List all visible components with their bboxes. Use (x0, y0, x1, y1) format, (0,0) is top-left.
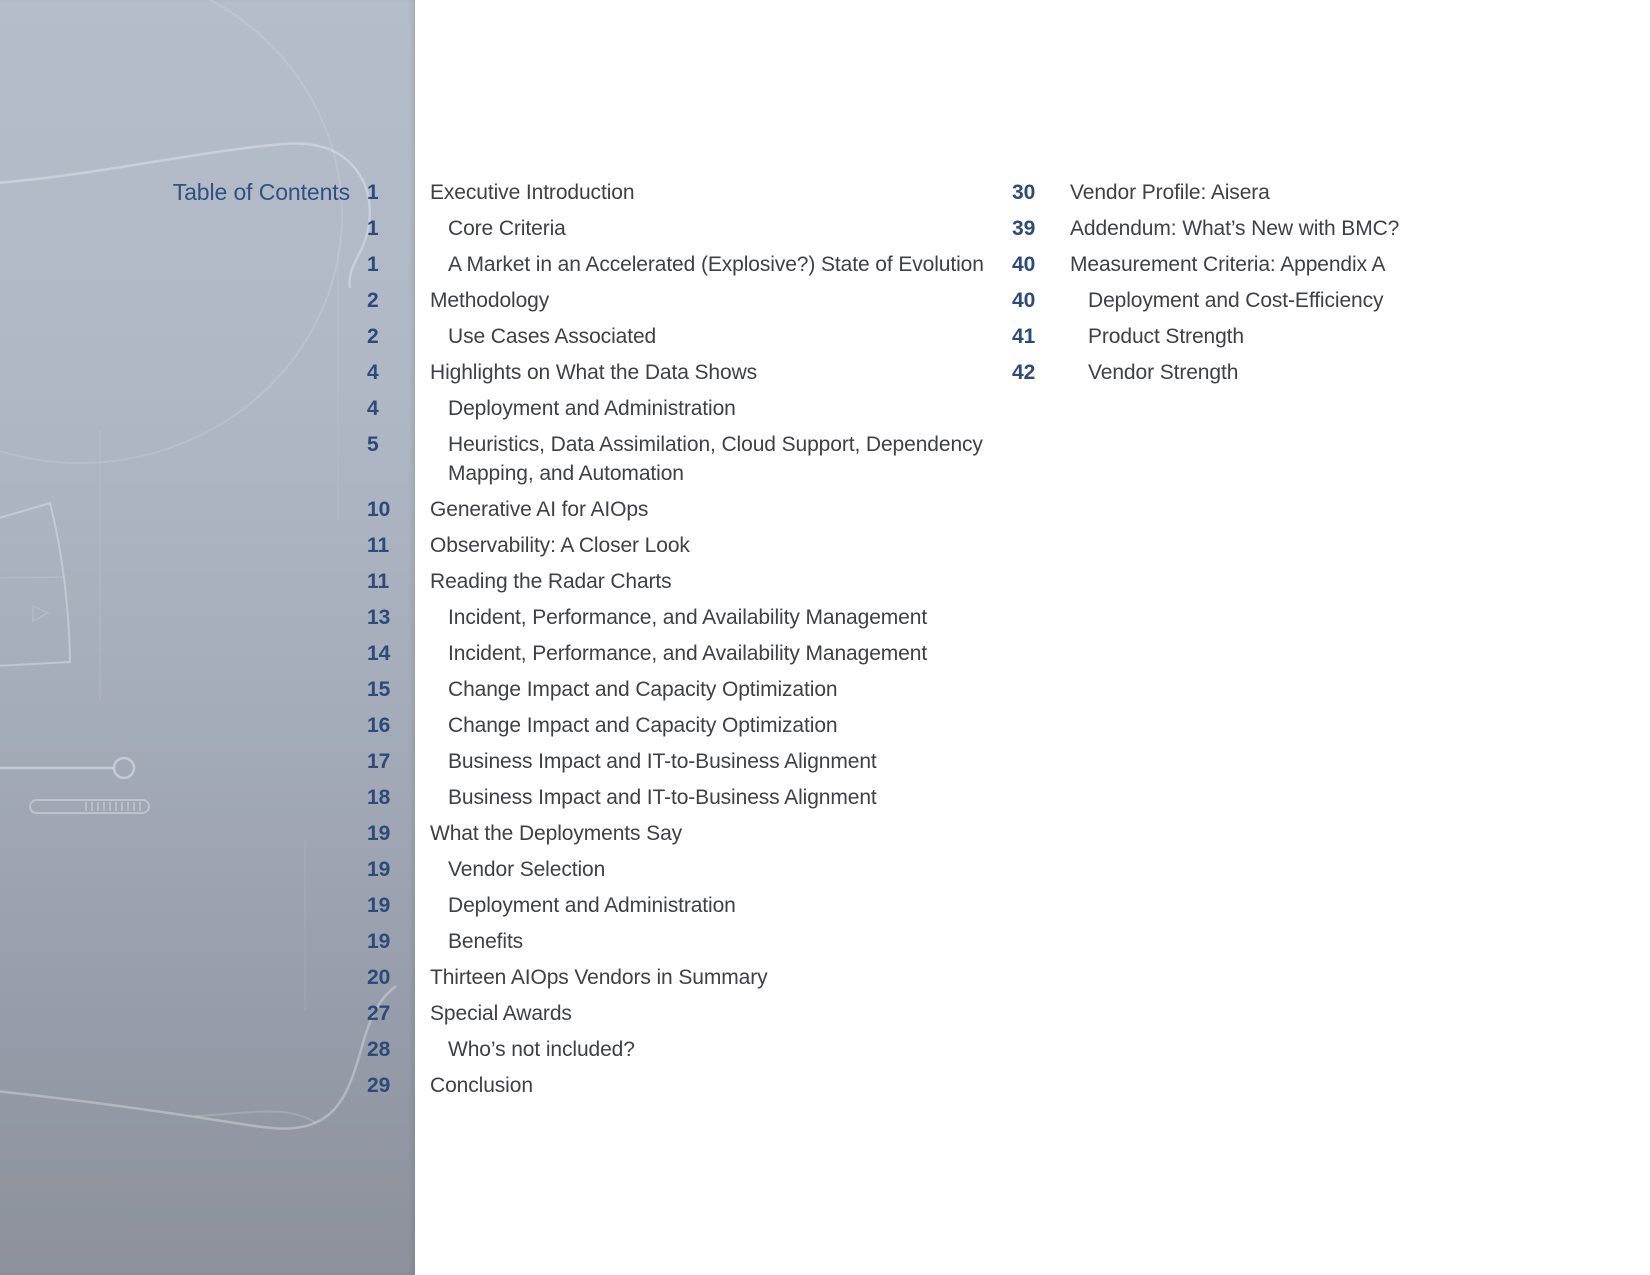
toc-entry-row[interactable] (367, 783, 987, 812)
toc-entry-title: Reading the Radar Charts (430, 570, 672, 593)
toc-page-number: 14 (367, 642, 391, 665)
toc-entry-row[interactable] (367, 675, 987, 704)
toc-entry-row[interactable] (367, 250, 987, 279)
toc-entry-row[interactable] (367, 430, 987, 488)
toc-entry-title: Use Cases Associated (448, 325, 657, 348)
toc-entry-title: Measurement Criteria: Appendix A (1070, 253, 1386, 276)
node-circle (114, 758, 134, 778)
toc-entry-title: Addendum: What’s New with BMC? (1070, 217, 1400, 240)
toc-page-number: 19 (367, 822, 391, 845)
toc-page-number: 5 (367, 433, 379, 456)
toc-page-number: 30 (1012, 181, 1036, 204)
toc-entry-row[interactable] (1012, 358, 1572, 387)
toc-entry-title: Change Impact and Capacity Optimization (448, 678, 838, 701)
toc-entry-row[interactable] (1012, 178, 1572, 207)
page-title: Table of Contents (172, 179, 350, 205)
toc-entry-row[interactable] (367, 567, 987, 596)
toc-page-number: 4 (367, 361, 379, 384)
arc-sector-outline (0, 503, 70, 666)
toc-entry-row[interactable] (367, 394, 987, 423)
toc-entry-row[interactable] (367, 711, 987, 740)
toc-entry-row[interactable] (367, 927, 987, 956)
toc-page-number: 1 (367, 253, 379, 276)
toc-page-number: 15 (367, 678, 391, 701)
toc-page-number: 39 (1012, 217, 1036, 240)
toc-page-number: 4 (367, 397, 379, 420)
toc-entry-title: Incident, Performance, and Availability Management (448, 642, 928, 665)
toc-entry-title: A Market in an Accelerated (Explosive?) State of Evolution (448, 253, 984, 276)
toc-page-number: 29 (367, 1074, 391, 1097)
toc-entry-title: Vendor Selection (448, 858, 606, 881)
wave-line-bottom-strand (195, 1111, 316, 1123)
toc-entry-title: Vendor Profile: Aisera (1070, 181, 1270, 204)
toc-column-left (367, 178, 987, 1107)
toc-entry-row[interactable] (367, 358, 987, 387)
toc-page-number: 10 (367, 498, 391, 521)
toc-entry-row[interactable] (367, 495, 987, 524)
toc-page-number: 1 (367, 217, 379, 240)
toc-entry-title: Executive Introduction (430, 181, 635, 204)
toc-page-number: 27 (367, 1002, 391, 1025)
toc-entry-title: Product Strength (1088, 325, 1244, 348)
toc-page-number: 42 (1012, 361, 1036, 384)
toc-page-number: 19 (367, 894, 391, 917)
toc-entry-row[interactable] (367, 178, 987, 207)
toc-page-number: 19 (367, 858, 391, 881)
toc-entry-row[interactable] (367, 1035, 987, 1064)
toc-entry-row[interactable] (367, 214, 987, 243)
toc-entry-title: Deployment and Administration (448, 397, 736, 420)
toc-entry-title: Highlights on What the Data Shows (430, 361, 758, 384)
toc-entry-row[interactable] (1012, 286, 1572, 315)
toc-entry-row[interactable] (367, 286, 987, 315)
toc-entry-row[interactable] (1012, 250, 1572, 279)
toc-entry-title: Conclusion (430, 1074, 533, 1097)
toc-entry-row[interactable] (1012, 322, 1572, 351)
toc-entry-title: Generative AI for AIOps (430, 498, 649, 521)
toc-entry-title: Special Awards (430, 1002, 572, 1025)
toc-entry-title: Vendor Strength (1088, 361, 1239, 384)
toc-page-number: 11 (367, 570, 390, 593)
toc-entry-row[interactable] (367, 891, 987, 920)
toc-page-number: 40 (1012, 289, 1036, 312)
toc-entry-row[interactable] (367, 639, 987, 668)
toc-entry-title: Methodology (430, 289, 550, 312)
toc-entry-title: What the Deployments Say (430, 822, 683, 845)
toc-entry-title: Core Criteria (448, 217, 566, 240)
toc-entry-title: Benefits (448, 930, 524, 953)
toc-entry-row[interactable] (367, 963, 987, 992)
slider-ticks (86, 802, 140, 811)
toc-entry-title: Change Impact and Capacity Optimization (448, 714, 838, 737)
toc-entry-row[interactable] (367, 531, 987, 560)
toc-entry-row[interactable] (367, 819, 987, 848)
toc-entry-row[interactable] (367, 1071, 987, 1100)
toc-page-number: 20 (367, 966, 391, 989)
progress-slider-shape (30, 800, 149, 813)
sector-inner-line (0, 577, 64, 578)
toc-page-number: 28 (367, 1038, 391, 1061)
toc-entry-row[interactable] (367, 747, 987, 776)
toc-page-number: 41 (1012, 325, 1036, 348)
toc-entry-row[interactable] (367, 855, 987, 884)
wave-line-bottom (0, 986, 396, 1129)
toc-entry-row[interactable] (367, 999, 987, 1028)
ellipse-arc (0, 0, 342, 463)
toc-entry-title: Observability: A Closer Look (430, 534, 690, 557)
toc-entry-title: Thirteen AIOps Vendors in Summary (430, 966, 768, 989)
wave-line-top (0, 144, 370, 288)
toc-page-number: 1 (367, 181, 379, 204)
toc-page-number: 19 (367, 930, 391, 953)
small-triangle-outline (33, 606, 48, 621)
toc-page-number: 13 (367, 606, 391, 629)
toc-entry-title: Business Impact and IT-to-Business Alignment (448, 786, 877, 809)
toc-page-number: 11 (367, 534, 390, 557)
toc-entry-row[interactable] (367, 603, 987, 632)
toc-page-number: 17 (367, 750, 391, 773)
toc-entry-row[interactable] (1012, 214, 1572, 243)
toc-page-number: 16 (367, 714, 391, 737)
toc-entry-title: Incident, Performance, and Availability Management (448, 606, 928, 629)
toc-page-number: 18 (367, 786, 391, 809)
toc-entry-title: Heuristics, Data Assimilation, Cloud Support, Dependency Mapping, and Automation (448, 433, 983, 485)
toc-page-number: 40 (1012, 253, 1036, 276)
toc-column-right (1012, 178, 1572, 394)
toc-entry-title: Deployment and Administration (448, 894, 736, 917)
toc-entry-title: Business Impact and IT-to-Business Alignment (448, 750, 877, 773)
toc-page-number: 2 (367, 325, 379, 348)
toc-entry-row[interactable] (367, 322, 987, 351)
toc-page-number: 2 (367, 289, 379, 312)
sidebar-panel (0, 0, 415, 1275)
toc-entry-title: Who’s not included? (448, 1038, 635, 1061)
toc-entry-title: Deployment and Cost-Efficiency (1088, 289, 1384, 312)
